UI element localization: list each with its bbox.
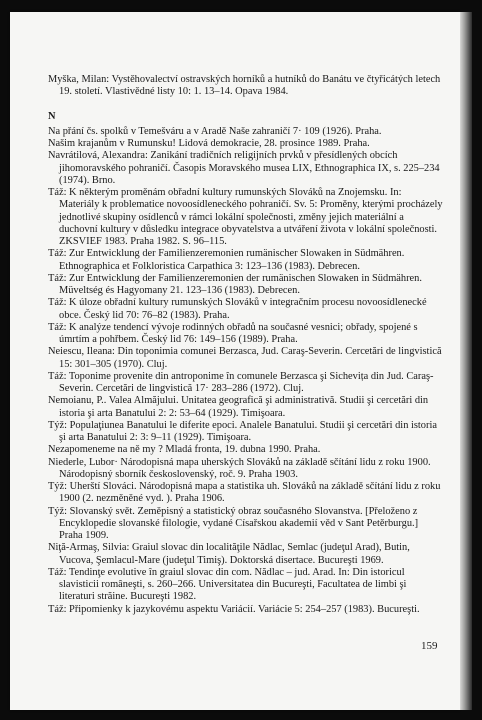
bibliography-entry: Našim krajanům v Rumunsku! Lidová demokracie, 28. prosince 1989. Praha. [48, 138, 370, 149]
bibliography-entry: Neiescu, Ileana: Din toponimia comunei Berzasca, Jud. Caraş-Severin. Cercetări de lingvistică 15: 301–305 (1970). Cluj. [48, 346, 442, 370]
bibliography-entry: Navrátilová, Alexandra: Zanikání tradičních religijních prvků v přesídlených obcích jihomoravského pohraničí. Časopis Moravského musea LIX, Ethnographica IX, s. 225–234 (1974). Brno. [48, 150, 440, 186]
bibliography-entry: Táž: Připomienky k jazykovému aspektu Variácií. Variácie 5: 254–257 (1983). Bucureşti. [48, 603, 420, 615]
book-edge [460, 12, 472, 710]
bibliography-entry: Nezapomeneme na ně my ? Mladá fronta, 19. dubna 1990. Praha. [48, 444, 321, 456]
bibliography-entry: Týž: Uherští Slováci. Národopisná mapa a statistika uh. Slováků na základě sčítání lidu z roku 1900 (2. nezměněné vyd. ). Praha 1906. [48, 481, 441, 505]
bibliography-entry: Táž: Zur Entwicklung der Familienzeremonien der rumänischen Slowaken in Südmähren. Müveltség és Hagyomany 21. 123–136 (1983). Debrecen. [48, 272, 422, 296]
page-number: 159 [421, 640, 438, 652]
bibliography-list [48, 126, 444, 616]
bibliography-entry: Táž: Tendinţe evolutive în graiul slovac din com. Nădlac – jud. Arad. In: Din istoricul slavisticii româneşti, s. 260–266. Universitatea din Bucureşti, Facultatea de limbi şi literaturi străine. Bucureşti 1982. [48, 566, 407, 603]
section-letter-heading: N [48, 110, 56, 122]
bibliography-entry: Na přání čs. spolků v Temešváru a v Aradě Naše zahraničí 7· 109 (1926). Praha. [48, 125, 382, 137]
bibliography-entry: Táž: K úloze obřadní kultury rumunských Slováků v integračním procesu novoosídlenecké obce. Český lid 70: 76–82 (1983). Praha. [48, 297, 427, 321]
bibliography-entry: Týž: Populaţiunea Banatului le diferite epoci. Analele Banatului. Studii şi cercetări din istoria şi arta Banatului 2: 3: 9–11 (1929). Timişoara. [48, 419, 437, 443]
bibliography-entry: Táž: K některým proměnám obřadní kultury rumunských Slováků na Znojemsku. In: Materiály k problematice novoosídleneckého pohraničí. Sv. 5: Proměny, kterými procházely jednotlivé skupiny osídlenců v rámci lokální společnosti, změny jejich materiální a duchovní kultury v důsledku integrace obyvatelstva a utváření života v lokální společnosti. ZKSVIEF 1983. Praha 1982. S. 96–115. [48, 187, 443, 247]
bibliography-entry: Nemoianu, P.. Valea Almăjului. Unitatea geografică şi administrativă. Studii şi cercetări din istoria şi arta Banatului 2: 2: 53–64 (1929). Timişoara. [48, 395, 429, 419]
bibliography-entry: Niţă-Armaş, Silvia: Graiul slovac din localităţile Nădlac, Semlac (judeţul Arad), Butin, Vucova, Şemlacul-Mare (judeţul Timiş). Doktorská disertace. Bucureşti 1969. [48, 542, 410, 566]
bibliography-entry: Niederle, Lubor· Národopisná mapa uherských Slováků na základě sčítání lidu z roku 1900. Národopisný sborník československý, roč. 9. Praha 1903. [48, 456, 431, 480]
bibliography-entry: Myška, Milan: Vystěhovalectví ostravských horníků a hutníků do Banátu ve čtyřicátých letech 19. století. Vlastivědné listy 10: 1. 13–14. Opava 1984. [48, 74, 441, 98]
bibliography-content [48, 74, 444, 616]
bibliography-entry: Táž: K analýze tendencí vývoje rodinných obřadů na současné vesnici; obřady, spojené s úmrtím a pohřbem. Český lid 76: 149–156 (1989). Praha. [48, 321, 418, 345]
bibliography-entry: Táž: Zur Entwicklung der Familienzeremonien rumänischer Slowaken in Südmähren. Ethnographica et Folkloristica Carpathica 3: 123–136 (1983). Debrecen. [48, 248, 405, 272]
bibliography-entry: Týž: Slovanský svět. Zeměpisný a statistický obraz současného Slovanstva. [Přeloženo z Encyklopedie slovanské filologie, vydané Císařskou akademií věd v Sant Petěrburgu.] Praha 1909. [48, 505, 419, 541]
bibliography-entry: Táž: Toponime provenite din antroponime în comunele Berzasca şi Sichevița din Jud. Caraş-Severin. Cercetări de lingvistică 17· 283–286 (1972). Cluj. [48, 370, 434, 394]
book-page [10, 12, 460, 710]
